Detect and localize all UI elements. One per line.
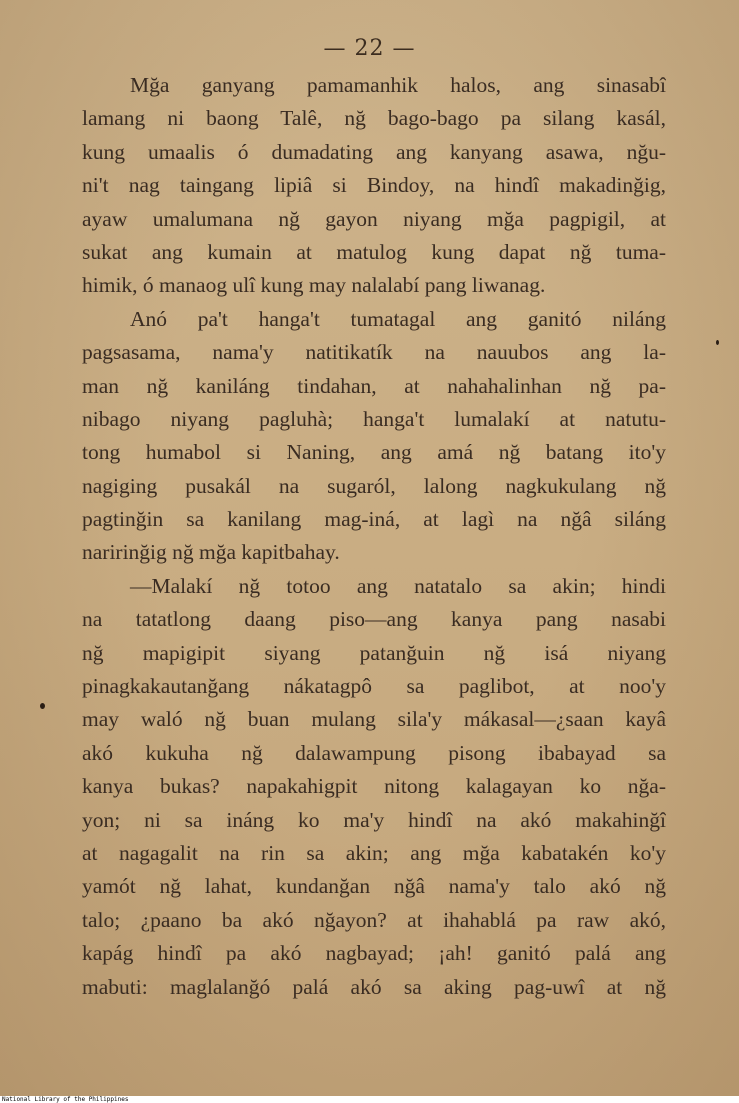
text-line: nagiging pusakál na sugaról, lalong nagkukulang nğ [82, 473, 666, 498]
text-line: pagsasama, nama'y natitikatík na nauubos ang la- [82, 340, 666, 365]
text-line: kanya bukas? napakahigpit nitong kalagayan ko nğa- [82, 774, 666, 799]
text-line: yamót nğ lahat, kundanğan nğâ nama'y talo akó nğ [82, 874, 666, 899]
text-line: kapág hindî pa akó nagbayad; ¡ah! ganitó palá ang [82, 941, 666, 966]
text-line: sukat ang kumain at matulog kung dapat nğ tuma- [82, 239, 666, 264]
text-line: Mğa ganyang pamamanhik halos, ang sinasabî [130, 73, 666, 97]
ink-speck [716, 340, 719, 345]
text-line: lamang ni baong Talê, nğ bago-bago pa silang kasál, [82, 106, 666, 131]
text-line: kung umaalis ó dumadating ang kanyang asawa, nğu- [82, 139, 666, 164]
text-line: mabuti: maglalanğó palá akó sa aking pag-uwî at nğ [82, 974, 666, 999]
text-line: talo; ¿paano ba akó nğayon? at ihahablá pa raw akó, [82, 907, 666, 932]
text-line: pagtinğin sa kanilang mag-iná, at lagì na nğâ siláng [82, 507, 666, 532]
ink-speck [40, 703, 45, 709]
text-line: akó kukuha nğ dalawampung pisong ibabayad sa [82, 740, 666, 765]
text-line: Anó pa't hanga't tumatagal ang ganitó niláng [130, 306, 666, 331]
text-line: man nğ kaniláng tindahan, at nahahalinhan nğ pa- [82, 373, 666, 398]
page-number: — 22 — [323, 36, 416, 61]
text-line: ni't nag taingang lipiâ si Bindoy, na hindî makadinğig, [82, 173, 666, 198]
text-line: tong humabol si Naning, ang amá nğ batang ito'y [82, 440, 666, 465]
text-line: naririnğig nğ mğa kapitbahay. [82, 540, 340, 565]
text-line: himik, ó manaog ulî kung may nalalabí pang liwanag. [82, 273, 546, 298]
text-line: na tatatlong daang piso—ang kanya pang nasabi [82, 607, 666, 632]
text-line: —Malakí nğ totoo ang natatalo sa akin; hindi [130, 573, 666, 598]
text-line: may waló nğ buan mulang sila'y mákasal—¿saan kayâ [82, 707, 666, 732]
text-line: ayaw umalumana nğ gayon niyang mğa pagpigil, at [82, 206, 666, 231]
text-line: yon; ni sa ináng ko ma'y hindî na akó makahinğî [82, 807, 666, 832]
body-text [82, 69, 666, 1004]
text-line: at nagagalit na rin sa akin; ang mğa kabatakén ko'y [82, 840, 666, 865]
library-footer: National Library of the Philippines [0, 1096, 739, 1103]
text-line: nğ mapigipit siyang patanğuin nğ isá niyang [82, 640, 666, 665]
text-line: nibago niyang pagluhà; hanga't lumalakí at natutu- [82, 406, 666, 431]
text-line: pinagkakautanğang nákatagpô sa paglibot, at noo'y [82, 674, 666, 699]
